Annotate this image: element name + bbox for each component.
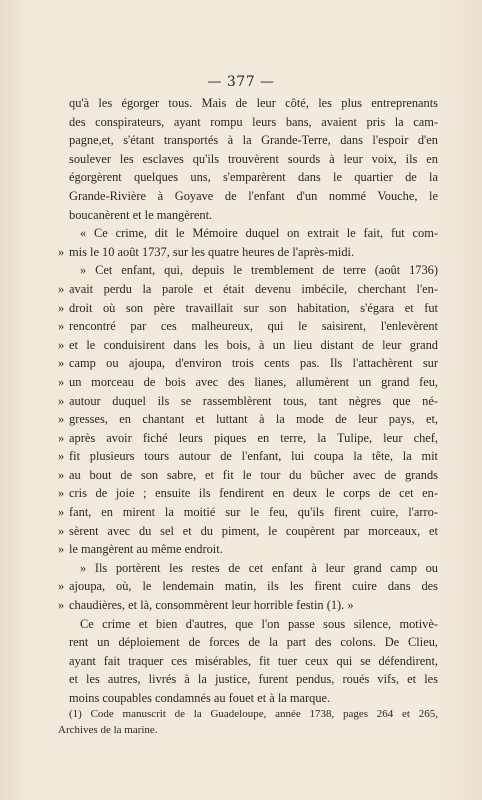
text-line: [58, 447, 438, 466]
line-text: camp ou ajoupa, d'environ trois cents pas. Ils l'attachèrent sur: [69, 356, 438, 371]
line-text: égorgèrent quelques uns, s'emparèrent dans le quartier de la: [69, 170, 438, 185]
line-text: cris de joie ; ensuite ils fendirent en deux le corps de cet en-: [69, 486, 438, 501]
line-text: droit où son père travaillait sur son habitation, s'égara et fut: [69, 300, 438, 315]
text-line: [58, 596, 438, 615]
quote-mark: »: [58, 319, 65, 334]
text-line: [58, 652, 438, 671]
line-text: » Cet enfant, qui, depuis le tremblement de terre (août 1736): [80, 263, 438, 278]
line-text: après avoir fiché leurs piques en terre, la Tulipe, leur chef,: [69, 430, 438, 445]
footnote-line: (1) Code manuscrit de la Guadeloupe, année 1738, pages 264 et 265,: [69, 708, 438, 720]
text-line: [58, 187, 438, 206]
text-line: [58, 392, 438, 411]
quote-mark: [58, 150, 69, 169]
quote-mark: »: [58, 486, 65, 501]
line-text: gresses, en chantant et luttant à la mode de leur pays, et,: [69, 412, 438, 427]
quote-mark: [58, 652, 69, 671]
body-text: [58, 94, 438, 708]
quote-mark: »: [58, 374, 65, 389]
quote-mark: »: [58, 412, 65, 427]
text-line: [58, 280, 438, 299]
quote-mark: [58, 559, 69, 578]
line-text: un morceau de bois avec des lianes, allumèrent un grand feu,: [69, 374, 438, 389]
text-line: [58, 317, 438, 336]
line-text: Ce crime et bien d'autres, que l'on passe sous silence, motivè-: [80, 616, 438, 631]
text-line: [58, 559, 438, 578]
text-line: [58, 615, 438, 634]
line-text: pagne,et, s'étant transportés à la Grande-Terre, dans l'espoir d'en: [69, 133, 438, 148]
quote-mark: [58, 168, 69, 187]
text-line: [58, 94, 438, 113]
quote-mark: »: [58, 281, 65, 296]
quote-mark: [58, 187, 69, 206]
quote-mark: »: [58, 467, 65, 482]
text-line: [58, 224, 438, 243]
text-line: [58, 131, 438, 150]
line-text: ajoupa, où, le lendemain matin, ils les firent cuire dans des: [69, 579, 438, 594]
quote-mark: »: [58, 598, 65, 613]
line-text: fant, en mirent la moitié sur le feu, qu'ils firent cuire, l'arro-: [69, 505, 438, 520]
line-text: « Ce crime, dit le Mémoire duquel on extrait le fait, fut com-: [80, 226, 438, 241]
quote-mark: [58, 113, 69, 132]
text-line: [58, 113, 438, 132]
text-line: [58, 633, 438, 652]
footnote-line: Archives de la marine.: [58, 724, 158, 736]
line-text: moins coupables condamnés au fouet et à la marque.: [69, 691, 331, 705]
line-text: mis le 10 août 1737, sur les quatre heures de l'après-midi.: [69, 244, 355, 259]
text-line: [58, 150, 438, 169]
quote-mark: [58, 94, 69, 113]
text-line: [58, 206, 438, 225]
line-text: soulever les esclaves qu'ils trouvèrent sourds à leur voix, ils en: [69, 151, 438, 166]
text-line: [58, 689, 438, 708]
text-line: [58, 354, 438, 373]
quote-mark: [58, 670, 69, 689]
quote-mark: [58, 689, 69, 708]
page-number: — 377 —: [207, 74, 275, 90]
quote-mark: [58, 615, 69, 634]
text-line: [58, 261, 438, 280]
text-line: [58, 336, 438, 355]
quote-mark: [58, 206, 69, 225]
quote-mark: [58, 261, 69, 280]
line-text: avait perdu la parole et était devenu imbécile, cherchant l'en-: [69, 281, 438, 296]
line-text: le mangèrent au même endroit.: [69, 542, 223, 557]
line-text: boucanèrent et le mangèrent.: [69, 207, 213, 222]
quote-mark: »: [58, 244, 65, 259]
quote-mark: »: [58, 579, 65, 594]
line-text: des conspirateurs, ayant rompu leurs bans, avaient pris la cam-: [69, 114, 438, 129]
quote-mark: [58, 633, 69, 652]
quote-mark: »: [58, 430, 65, 445]
line-text: rencontré par ces malheureux, qui le saisirent, l'enlevèrent: [69, 319, 438, 334]
quote-mark: »: [58, 300, 65, 315]
line-text: rent un déploiement de forces de la part des colons. De Clieu,: [69, 635, 438, 650]
text-line: [58, 168, 438, 187]
line-text: Grande-Rivière à Goyave de l'enfant d'un nommé Vouche, le: [69, 188, 438, 203]
quote-mark: »: [58, 542, 65, 557]
quote-mark: »: [58, 523, 65, 538]
quote-mark: »: [58, 356, 65, 371]
quote-mark: »: [58, 393, 65, 408]
text-line: [58, 429, 438, 448]
line-text: chaudières, et là, consommèrent leur horrible festin (1). »: [69, 598, 354, 613]
text-line: [58, 503, 438, 522]
quote-mark: [58, 131, 69, 150]
text-line: [58, 577, 438, 596]
text-line: [58, 540, 438, 559]
line-text: et les autres, livrés à la justice, furent pendus, roués vifs, et les: [69, 672, 438, 687]
line-text: au bout de son sabre, et fit le tour du bûcher avec de grands: [69, 467, 438, 482]
quote-mark: »: [58, 449, 65, 464]
text-line: [58, 243, 438, 262]
text-line: [58, 410, 438, 429]
line-text: » Ils portèrent les restes de cet enfant à leur grand camp ou: [80, 560, 438, 575]
line-text: sèrent avec du sel et du piment, le coupèrent par morceaux, et: [69, 523, 438, 538]
text-line: [58, 373, 438, 392]
footnote: [58, 706, 438, 738]
quote-mark: »: [58, 505, 65, 520]
line-text: autour duquel ils se rassemblèrent tous, tant nègres que né-: [69, 393, 438, 408]
quote-mark: [58, 224, 69, 243]
text-line: [58, 466, 438, 485]
line-text: et le conduisirent dans les bois, à un lieu distant de leur grand: [69, 337, 438, 352]
quote-mark: »: [58, 337, 65, 352]
line-text: ayant fait traquer ces misérables, fit tuer ceux qui se défendirent,: [69, 653, 438, 668]
text-line: [58, 670, 438, 689]
text-line: [58, 522, 438, 541]
line-text: qu'à les égorger tous. Mais de leur côté, les plus entreprenants: [69, 96, 438, 110]
text-line: [58, 299, 438, 318]
line-text: fit plusieurs tours autour de l'enfant, lui coupa la tête, la mit: [69, 449, 438, 464]
text-line: [58, 484, 438, 503]
